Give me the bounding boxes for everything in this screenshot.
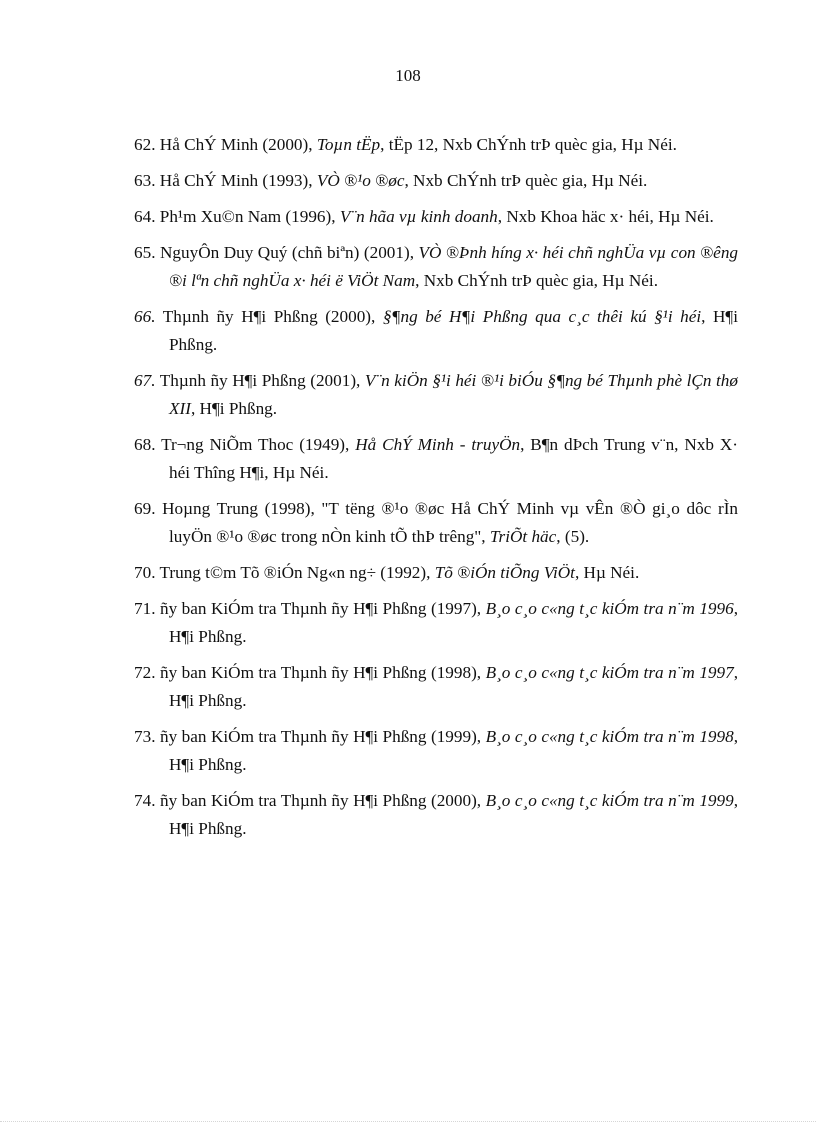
- reference-author-year: Thµnh ñy H¶i Phßng (2000),: [162, 307, 383, 326]
- reference-title: §¶ng bé H¶i Phßng qua c¸c thêi kú §¹i héi: [382, 307, 702, 326]
- reference-publisher: , tËp 12, Nxb ChÝnh trÞ quèc gia, Hµ Néi.: [380, 135, 677, 154]
- reference-publisher: , H¶i Phßng.: [169, 663, 738, 710]
- reference-title: Tõ ®iÓn tiÕng ViÖt: [434, 563, 575, 582]
- reference-item: [134, 595, 738, 651]
- reference-title: B¸o c¸o c«ng t¸c kiÓm tra n¨m 1996: [485, 599, 734, 618]
- reference-item: [134, 239, 738, 295]
- reference-publisher: , Nxb ChÝnh trÞ quèc gia, Hµ Néi.: [404, 171, 648, 190]
- reference-title: TriÕt häc: [489, 527, 557, 546]
- reference-author-year: Tr¬ng NiÕm Thoc (1949),: [161, 435, 356, 454]
- reference-publisher: , H¶i Phßng.: [169, 791, 738, 838]
- reference-item: [134, 131, 738, 159]
- reference-number: 68.: [134, 435, 156, 454]
- reference-author-year: Hoµng Trung (1998), "T tëng ®¹o ®øc Hå ChÝ Minh vµ vÊn ®Ò gi¸o dôc rÌn luyÖn ®¹o ®øc trong nÒn kinh tÕ thÞ trêng",: [162, 499, 739, 546]
- reference-item: [134, 167, 738, 195]
- reference-publisher: , B¶n dÞch Trung v¨n, Nxb X· héi Thîng H¶i, Hµ Néi.: [169, 435, 738, 482]
- reference-publisher: , (5).: [556, 527, 590, 546]
- reference-author-year: NguyÔn Duy Quý (chñ biªn) (2001),: [160, 243, 419, 262]
- reference-number: 74.: [134, 791, 156, 810]
- reference-title: Hå ChÝ Minh - truyÖn: [355, 435, 521, 454]
- reference-number: 73.: [134, 727, 156, 746]
- reference-number: 67.: [134, 371, 156, 390]
- reference-item: [134, 723, 738, 779]
- reference-number: 65.: [134, 243, 156, 262]
- reference-publisher: , Hµ Néi.: [574, 563, 640, 582]
- reference-publisher: , Nxb ChÝnh trÞ quèc gia, Hµ Néi.: [415, 271, 658, 290]
- reference-publisher: , Nxb Khoa häc x· héi, Hµ Néi.: [497, 207, 714, 226]
- reference-number: 63.: [134, 171, 156, 190]
- reference-publisher: , H¶i Phßng.: [190, 399, 278, 418]
- reference-title: VÒ ®¹o ®øc: [316, 171, 405, 190]
- reference-author-year: Ph¹m Xu©n Nam (1996),: [159, 207, 340, 226]
- reference-number: 62.: [134, 135, 156, 154]
- reference-item: [134, 495, 738, 551]
- reference-title: V¨n kiÖn §¹i héi ®¹i biÓu §¶ng bé Thµnh phè lÇn thø XII: [169, 371, 738, 418]
- reference-item: [134, 367, 738, 423]
- reference-item: [134, 303, 738, 359]
- page-bottom-divider: [0, 1121, 816, 1122]
- reference-number: 69.: [134, 499, 156, 518]
- reference-author-year: Hå ChÝ Minh (2000),: [159, 135, 317, 154]
- reference-author-year: ñy ban KiÓm tra Thµnh ñy H¶i Phßng (2000),: [159, 791, 486, 810]
- reference-author-year: ñy ban KiÓm tra Thµnh ñy H¶i Phßng (1998),: [159, 663, 486, 682]
- reference-number: 64.: [134, 207, 156, 226]
- reference-list: [134, 131, 738, 851]
- reference-number: 70.: [134, 563, 156, 582]
- reference-publisher: , H¶i Phßng.: [169, 599, 738, 646]
- reference-title: Toµn tËp: [316, 135, 381, 154]
- reference-author-year: Thµnh ñy H¶i Phßng (2001),: [159, 371, 365, 390]
- reference-item: [134, 787, 738, 843]
- reference-number: 66.: [134, 307, 156, 326]
- reference-publisher: , H¶i Phßng.: [169, 727, 738, 774]
- reference-author-year: Hå ChÝ Minh (1993),: [159, 171, 317, 190]
- reference-title: B¸o c¸o c«ng t¸c kiÓm tra n¨m 1999: [485, 791, 734, 810]
- page-number: 108: [395, 66, 421, 85]
- reference-item: [134, 559, 738, 587]
- reference-number: 71.: [134, 599, 156, 618]
- reference-title: V¨n hãa vµ kinh doanh: [339, 207, 498, 226]
- reference-item: [134, 659, 738, 715]
- reference-author-year: ñy ban KiÓm tra Thµnh ñy H¶i Phßng (1997),: [159, 599, 486, 618]
- reference-item: [134, 203, 738, 231]
- reference-author-year: Trung t©m Tõ ®iÓn Ng«n ng÷ (1992),: [159, 563, 435, 582]
- reference-title: VÒ ®Þnh híng x· héi chñ nghÜa vµ con ®êng ®i lªn chñ nghÜa x· héi ë ViÖt Nam: [169, 243, 739, 290]
- reference-author-year: ñy ban KiÓm tra Thµnh ñy H¶i Phßng (1999),: [159, 727, 486, 746]
- reference-item: [134, 431, 738, 487]
- reference-publisher: , H¶i Phßng.: [169, 307, 738, 354]
- reference-number: 72.: [134, 663, 156, 682]
- reference-title: B¸o c¸o c«ng t¸c kiÓm tra n¨m 1998: [485, 727, 734, 746]
- reference-title: B¸o c¸o c«ng t¸c kiÓm tra n¨m 1997: [485, 663, 734, 682]
